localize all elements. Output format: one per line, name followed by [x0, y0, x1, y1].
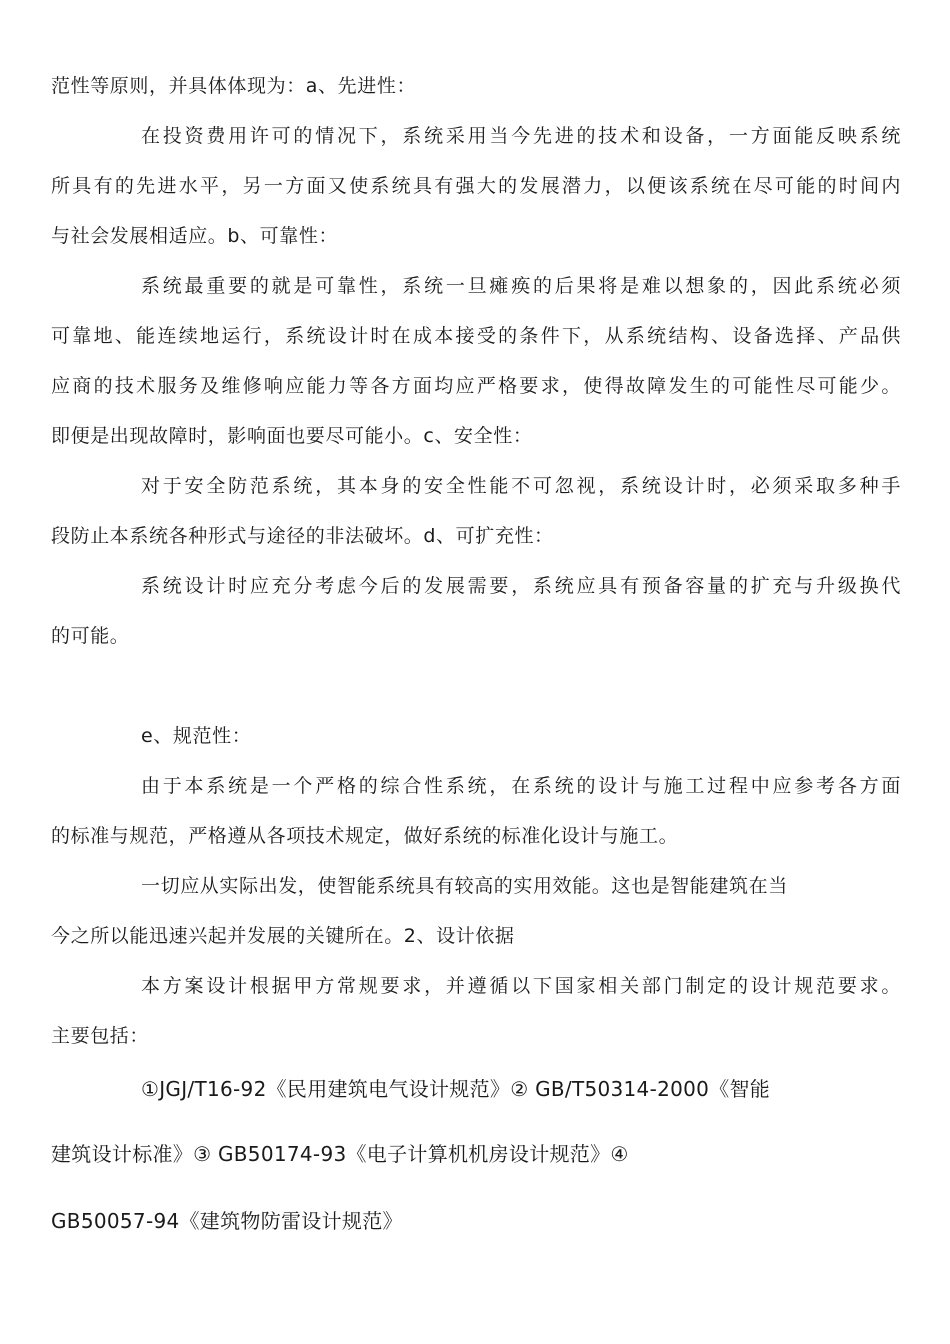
paragraph-advanced-line: 在投资费用许可的情况下，系统采用当今先进的技术和设备，一方面能反映系统 — [141, 125, 901, 147]
paragraph-practical-line: 一切应从实际出发，使智能系统具有较高的实用效能。这也是智能建筑在当 — [141, 875, 788, 897]
paragraph-reliability-line: 系统最重要的就是可靠性，系统一旦瘫痪的后果将是难以想象的，因此系统必须 — [141, 275, 901, 297]
reference-list-line: GB50057-94《建筑物防雷设计规范》 — [51, 1209, 403, 1233]
text-line: 的可能。 — [51, 625, 130, 647]
paragraph-basis-line: 本方案设计根据甲方常规要求，并遵循以下国家相关部门制定的设计规范要求。 — [141, 975, 901, 997]
text-line: 范性等原则，并具体体现为：a、先进性： — [51, 75, 417, 97]
paragraph-security-line: 对于安全防范系统，其本身的安全性能不可忽视，系统设计时，必须采取多种手 — [141, 475, 901, 497]
text-line: 可靠地、能连续地运行，系统设计时在成本接受的条件下，从系统结构、设备选择、产品供 — [51, 325, 901, 347]
text-line: 的标准与规范，严格遵从各项技术规定，做好系统的标准化设计与施工。 — [51, 825, 679, 847]
text-line: 段防止本系统各种形式与途径的非法破坏。d、可扩充性： — [51, 525, 554, 547]
text-line: 主要包括： — [51, 1025, 150, 1047]
text-line: 与社会发展相适应。b、可靠性： — [51, 225, 339, 247]
text-line: 即便是出现故障时，影响面也要尽可能小。c、安全性： — [51, 425, 533, 447]
reference-list-line: ①JGJ/T16-92《民用建筑电气设计规范》② GB/T50314-2000《智能 — [141, 1077, 771, 1101]
text-line: 所具有的先进水平，另一方面又使系统具有强大的发展潜力，以便该系统在尽可能的时间内 — [51, 175, 901, 197]
reference-list-line: 建筑设计标准》③ GB50174-93《电子计算机机房设计规范》④ — [51, 1142, 629, 1166]
text-line: 应商的技术服务及维修响应能力等各方面均应严格要求，使得故障发生的可能性尽可能少。 — [51, 375, 901, 397]
heading-standardization: e、规范性： — [141, 725, 252, 747]
paragraph-standardization-line: 由于本系统是一个严格的综合性系统，在系统的设计与施工过程中应参考各方面 — [141, 775, 901, 797]
paragraph-expandability-line: 系统设计时应充分考虑今后的发展需要，系统应具有预备容量的扩充与升级换代 — [141, 575, 901, 597]
text-line: 今之所以能迅速兴起并发展的关键所在。2、设计依据 — [51, 925, 515, 947]
